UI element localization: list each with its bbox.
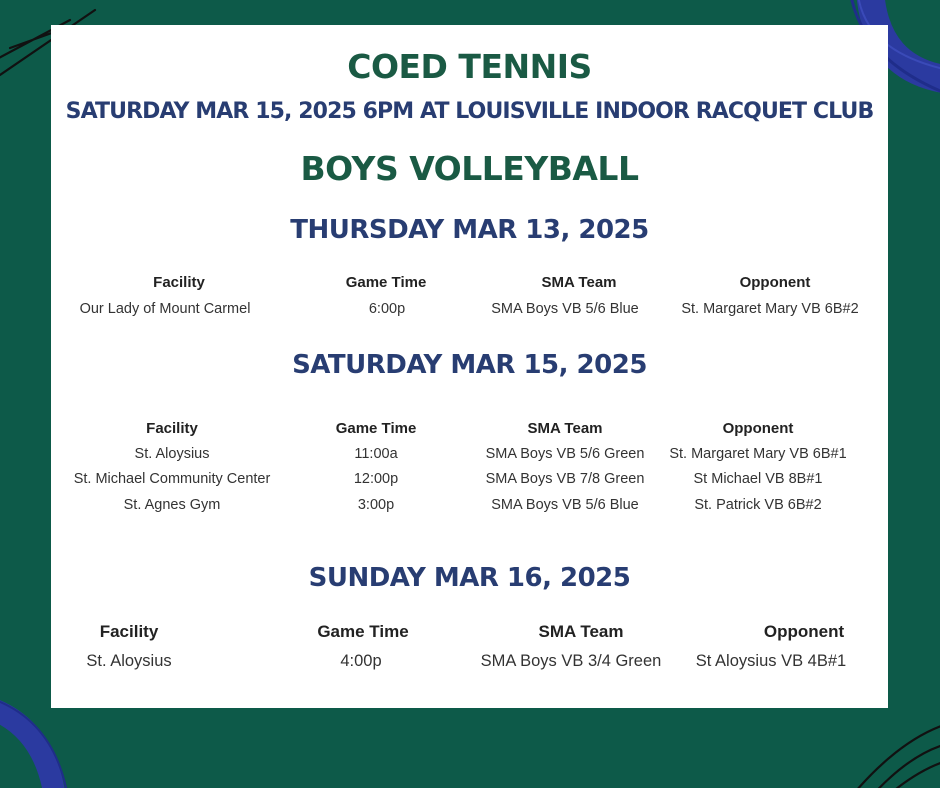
column-header-facility: Facility xyxy=(99,622,159,641)
cell-game-time: 11:00a xyxy=(354,446,398,462)
day-heading-thursday: THURSDAY MAR 13, 2025 xyxy=(290,215,649,245)
column-header-opponent: Opponent xyxy=(763,622,845,641)
cell-opponent: St Aloysius VB 4B#1 xyxy=(695,652,847,670)
coed-tennis-event-details: SATURDAY MAR 15, 2025 6PM AT LOUISVILLE INDOOR RACQUET CLUB xyxy=(65,99,874,124)
cell-opponent: St. Margaret Mary VB 6B#1 xyxy=(669,446,847,462)
cell-facility: St. Aloysius xyxy=(86,652,172,670)
cell-sma-team: SMA Boys VB 5/6 Blue xyxy=(491,301,639,317)
coed-tennis-title: COED TENNIS xyxy=(347,47,592,86)
cell-game-time: 4:00p xyxy=(340,652,382,670)
column-header-game-time: Game Time xyxy=(345,274,427,291)
day-heading-saturday: SATURDAY MAR 15, 2025 xyxy=(292,350,647,380)
cell-opponent: St. Patrick VB 6B#2 xyxy=(694,497,822,513)
cell-facility: St. Aloysius xyxy=(134,446,210,462)
cell-sma-team: SMA Boys VB 5/6 Green xyxy=(485,446,645,462)
cell-facility: Our Lady of Mount Carmel xyxy=(79,301,251,317)
cell-sma-team: SMA Boys VB 5/6 Blue xyxy=(491,497,639,513)
cell-opponent: St Michael VB 8B#1 xyxy=(693,471,823,487)
cell-facility: St. Agnes Gym xyxy=(123,497,221,513)
column-header-opponent: Opponent xyxy=(739,274,811,291)
column-header-facility: Facility xyxy=(146,420,198,437)
column-header-facility: Facility xyxy=(153,274,205,291)
cell-facility: St. Michael Community Center xyxy=(73,471,271,487)
cell-game-time: 6:00p xyxy=(368,301,406,317)
column-header-game-time: Game Time xyxy=(317,622,409,641)
schedule-card xyxy=(51,25,888,708)
cell-sma-team: SMA Boys VB 7/8 Green xyxy=(485,471,645,487)
corner-blue-swirl-bottom-left xyxy=(0,698,90,788)
column-header-sma-team: SMA Team xyxy=(538,622,624,641)
corner-scribble-bottom-right xyxy=(830,698,940,788)
cell-game-time: 3:00p xyxy=(357,497,395,513)
cell-game-time: 12:00p xyxy=(353,471,399,487)
column-header-opponent: Opponent xyxy=(722,420,794,437)
column-header-sma-team: SMA Team xyxy=(527,420,603,437)
day-heading-sunday: SUNDAY MAR 16, 2025 xyxy=(308,563,631,593)
cell-sma-team: SMA Boys VB 3/4 Green xyxy=(480,652,662,670)
boys-volleyball-title: BOYS VOLLEYBALL xyxy=(300,149,639,188)
cell-opponent: St. Margaret Mary VB 6B#2 xyxy=(681,301,859,317)
column-header-sma-team: SMA Team xyxy=(541,274,617,291)
column-header-game-time: Game Time xyxy=(335,420,417,437)
